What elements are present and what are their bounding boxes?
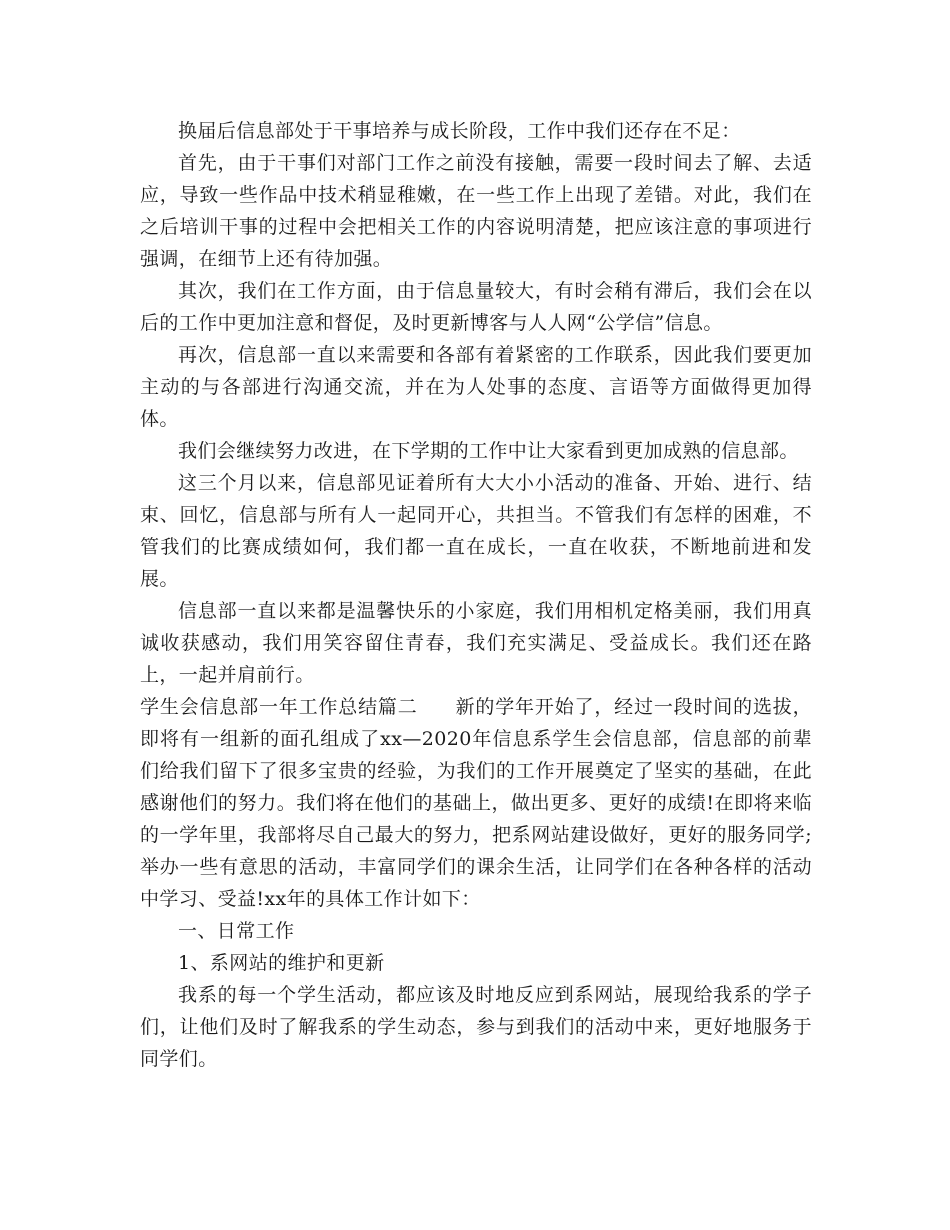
- paragraph-website-update: 我系的每一个学生活动，都应该及时地反应到系网站，展现给我系的学子们，让他们及时了解我系的学生动态，参与到我们的活动中来，更好地服务于同学们。: [140, 984, 812, 1070]
- paragraph-second-point: 其次，我们在工作方面，由于信息量较大，有时会稍有滞后，我们会在以后的工作中更加注意和督促，及时更新博客与人人网“公学信”信息。: [140, 280, 812, 334]
- subsection-heading-daily-work: 一、日常工作: [178, 920, 295, 942]
- paragraph-third-point: 再次，信息部一直以来需要和各部有着紧密的工作联系，因此我们要更加主动的与各部进行沟通交流，并在为人处事的态度、言语等方面做得更加得体。: [140, 344, 812, 430]
- subsection-heading-website: 1、系网站的维护和更新: [178, 952, 385, 974]
- document-body: [140, 115, 812, 1075]
- section-two-paragraph: [140, 691, 812, 915]
- section-two-body: 新的学年开始了，经过一段时间的选拔，即将有一组新的面孔组成了xx—2020年信息系学生会信息部，信息部的前辈们给我们留下了很多宝贵的经验，为我们的工作开展奠定了坚实的基础，在此感谢他们的努力。我们将在他们的基础上，做出更多、更好的成绩!在即将来临的一学年里，我部将尽自己最大的努力，把系网站建设做好，更好的服务同学;举办一些有意思的活动，丰富同学们的课余生活，让同学们在各种各样的活动中学习、受益!xx年的具体工作计如下：: [140, 696, 812, 910]
- paragraph-three-months: 这三个月以来，信息部见证着所有大大小小活动的准备、开始、进行、结束、回忆，信息部与所有人一起同开心，共担当。不管我们有怎样的困难，不管我们的比赛成绩如何，我们都一直在成长，一直在收获，不断地前进和发展。: [140, 472, 812, 590]
- paragraph-improvement: 我们会继续努力改进，在下学期的工作中让大家看到更加成熟的信息部。: [178, 440, 799, 462]
- section-two-heading: 学生会信息部一年工作总结篇二: [140, 696, 418, 718]
- paragraph-family: 信息部一直以来都是温馨快乐的小家庭，我们用相机定格美丽，我们用真诚收获感动，我们用笑容留住青春，我们充实满足、受益成长。我们还在路上，一起并肩前行。: [140, 600, 812, 686]
- paragraph-intro: 换届后信息部处于干事培养与成长阶段，工作中我们还存在不足：: [178, 120, 741, 142]
- paragraph-first-point: 首先，由于干事们对部门工作之前没有接触，需要一段时间去了解、去适应，导致一些作品中技术稍显稚嫩，在一些工作上出现了差错。对此，我们在之后培训干事的过程中会把相关工作的内容说明清楚，把应该注意的事项进行强调，在细节上还有待加强。: [140, 152, 812, 270]
